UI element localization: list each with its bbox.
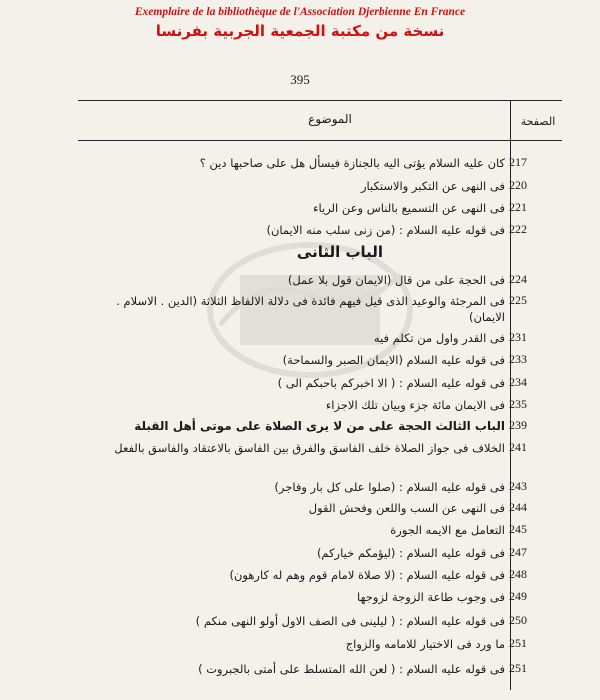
entry-text: فى المرجئة والوعيد الذى قيل فيهم فائدة فى دلالة الالفاظ الثلاثة (الدين . الاسلام . الايمان) (116, 294, 505, 324)
library-stamp-french: Exemplaire de la bibliothèque de l'Association Djerbienne En France (134, 6, 466, 18)
entry-text: فى قوله عليه السلام (الايمان الصبر والسماحة) (282, 353, 505, 367)
entry-page: 231 (509, 330, 527, 344)
entry-page: 221 (509, 200, 527, 214)
entry-text: فى القدر واول من تكلم فيه (373, 331, 505, 345)
entry-text: كان عليه السلام يؤتى اليه بالجنازة فيسأل هل على صاحبها دين ؟ (199, 156, 505, 170)
entry-page: 241 (509, 440, 527, 454)
entry-page: 247 (509, 545, 527, 559)
entry-text: ما ورد فى الاختيار للامامه والزواج (345, 637, 505, 651)
page-number: 395 (290, 72, 310, 87)
entry-page: 222 (509, 222, 527, 236)
entry-text: فى قوله عليه السلام : ( ليلينى فى الصف الاول أولو النهى منكم ) (195, 614, 505, 628)
entry-text: فى النهى عن التكبر والاستكبار (360, 179, 505, 193)
entry-page: 250 (509, 613, 527, 627)
entry-page: 234 (509, 375, 527, 389)
entry-page: 224 (509, 272, 527, 286)
entry-page: 245 (509, 522, 527, 536)
entry-text: فى الايمان مائة جزء وبيان تلك الاجزاء (325, 398, 505, 412)
entry-text: فى وجوب طاعة الزوجة لزوجها (356, 590, 505, 604)
entry-text: فى النهى عن السب واللعن وفحش القول (308, 501, 505, 515)
entry-page: 235 (509, 397, 527, 411)
entry-text: التعامل مع الايمه الجورة (390, 523, 505, 537)
entry-text: فى قوله عليه السلام : (ليؤمكم خياركم) (316, 546, 505, 560)
entry-text: فى النهى عن التسميع بالناس وعن الرياء (313, 201, 505, 215)
entry-page: 249 (509, 589, 527, 603)
entry-text: فى قوله عليه السلام : (صلوا على كل بار وفاجر) (274, 480, 505, 494)
entry-text: فى الحجة على من قال (الايمان قول بلا عمل) (287, 273, 505, 287)
entry-page: 217 (509, 155, 527, 169)
section-heading: الباب الثانى (296, 243, 384, 261)
library-stamp-arabic: نسخة من مكتبة الجمعية الجربية بفرنسا (155, 22, 445, 40)
entry-text: فى قوله عليه السلام : (من زنى سلب منه الايمان) (266, 223, 505, 237)
entry-text: فى قوله عليه السلام : ( لعن الله المتسلط على أمتى بالجبروت ) (198, 662, 505, 676)
entry-page: 233 (509, 352, 527, 366)
entry-page: 225 (509, 293, 527, 307)
column-header-page: الصفحة (520, 115, 556, 128)
entry-page: 244 (509, 500, 527, 514)
entry-text: الباب الثالث الحجة على من لا يرى الصلاة على موتى أهل القبلة (134, 419, 505, 433)
entry-text: الخلاف فى جواز الصلاة خلف الفاسق والفرق بين الفاسق بالاعتقاد والفاسق بالفعل (114, 441, 505, 455)
entry-page: 243 (509, 479, 527, 493)
entry-page: 220 (509, 178, 527, 192)
entry-text: فى قوله عليه السلام : (لا صلاة لامام قوم وهم له كارهون) (229, 568, 505, 582)
entry-page: 239 (509, 418, 527, 432)
entry-text: فى قوله عليه السلام : ( الا اخبركم باحبكم الى ) (277, 376, 505, 390)
entry-page: 248 (509, 567, 527, 581)
column-header-topic: الموضوع (308, 112, 352, 126)
entry-page: 251 (509, 636, 527, 650)
entry-page: 251 (509, 661, 527, 675)
